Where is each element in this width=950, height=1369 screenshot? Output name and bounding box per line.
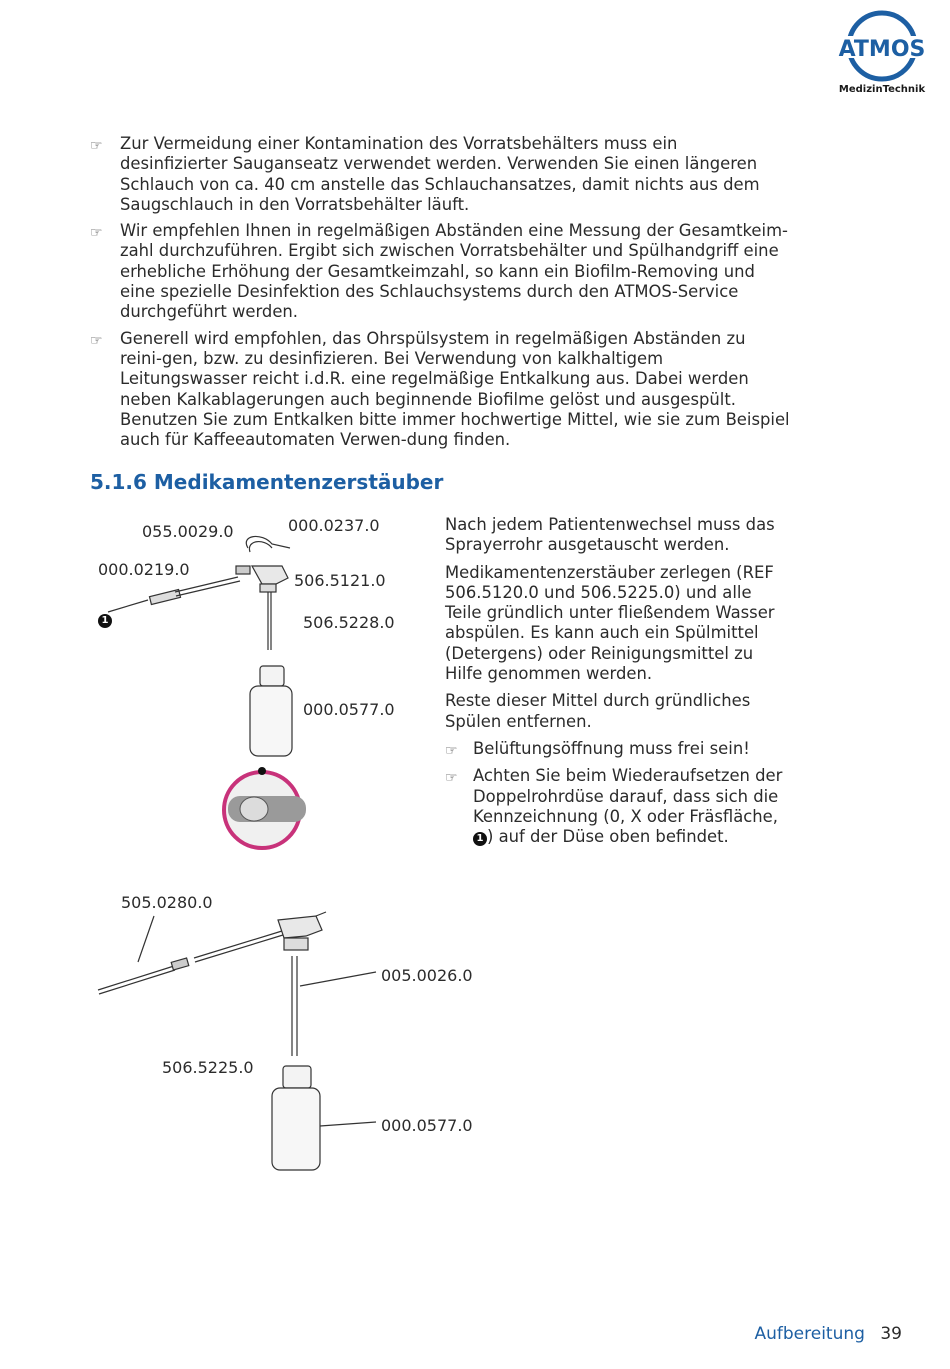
part-number-label: 000.0577.0	[381, 1116, 473, 1135]
hint-text: Belüftungsöffnung muss frei sein!	[473, 738, 750, 758]
hint-item	[445, 739, 790, 759]
part-number-label: 005.0026.0	[381, 966, 473, 985]
hint-text: ) auf der Düse oben befindet.	[487, 827, 729, 847]
pointing-hand-icon: ☞	[90, 138, 103, 154]
instructions	[445, 515, 790, 854]
part-number-label: 000.0219.0	[98, 560, 190, 579]
section-heading: 5.1.6 Medikamentenzerstäuber	[90, 470, 444, 494]
part-number-label: 506.5228.0	[303, 613, 395, 632]
pointing-hand-icon: ☞	[445, 742, 458, 759]
marker-badge: 1	[473, 832, 487, 846]
hint-text: Achten Sie beim Wiederaufsetzen der Doppelrohrdüse darauf, dass sich die Kennzeichnung (0, X oder Fräsfläche,	[473, 766, 783, 826]
instruction-paragraph: Nach jedem Patientenwechsel muss das Sprayerrohr ausgetauscht werden.	[445, 515, 775, 555]
page-number: 39	[880, 1324, 902, 1344]
part-number-label: 055.0029.0	[142, 522, 234, 541]
hint-item	[445, 766, 790, 847]
pointing-hand-icon: ☞	[90, 332, 103, 349]
part-number-label: 000.0237.0	[288, 516, 380, 535]
hint-item	[90, 221, 790, 322]
part-number-label: 506.5121.0	[294, 571, 386, 590]
logo-tagline: MedizinTechnik	[838, 84, 926, 95]
instruction-paragraph: Medikamentenzerstäuber zerlegen (REF 506.5120.0 und 506.5225.0) und alle Teile gründlich unter fließendem Wasser abspülen. Es kann auch ein Spülmittel (Detergens) oder Reinigungsmittel zu Hilfe genommen werden.	[445, 562, 775, 684]
part-number-label: 505.0280.0	[121, 893, 213, 912]
pointing-hand-icon: ☞	[90, 225, 103, 242]
hint-item	[90, 134, 790, 215]
hint-text: Wir empfehlen Ihnen in regelmäßigen Abständen eine Messung der Gesamtkeim-zahl durchzuführen. Ergibt sich zwischen Vorratsbehälter und Spülhandgriff eine erhebliche Erhöhung der Gesamtkeimzahl, so kann ein Biofilm-Removing und eine spezielle Desinfektion des Schlauchsystems durch den ATMOS-Service durchgeführt werden.	[120, 221, 788, 322]
footer-section-title: Aufbereitung	[754, 1324, 865, 1344]
page-footer	[755, 1324, 903, 1344]
marker-badge: 1	[98, 614, 112, 628]
hint-text: Zur Vermeidung einer Kontamination des Vorratsbehälters muss ein desinfizierter Sauganseatz verwendet werden. Verwenden Sie einen längeren Schlauch von ca. 40 cm anstelle das Schlauchansatzes, damit nichts aus dem Saugschlauch in den Vorratsbehälter läuft.	[120, 134, 760, 214]
part-number-label: 000.0577.0	[303, 700, 395, 719]
pointing-hand-icon: ☞	[445, 770, 458, 787]
hint-list	[90, 134, 790, 456]
part-number-label: 506.5225.0	[162, 1058, 254, 1077]
svg-text:ATMOS: ATMOS	[838, 37, 926, 62]
hint-text: Generell wird empfohlen, das Ohrspülsystem in regelmäßigen Abständen zu reini-gen, bzw. zu desinfizieren. Bei Verwendung von kalkhaltigem Leitungswasser reicht i.d.R. eine regelmäßige Entkalkung aus. Dabei werden neben Kalkablagerungen auch beginnende Biofilme gelöst und ausgespült. Benutzen Sie zum Entkalken bitte immer hochwertige Mittel, wie sie zum Beispiel auch für Kaffeeautomaten Verwen-dung finden.	[120, 328, 790, 450]
hint-item	[90, 329, 790, 451]
instruction-paragraph: Reste dieser Mittel durch gründliches Spülen entfernen.	[445, 691, 751, 731]
